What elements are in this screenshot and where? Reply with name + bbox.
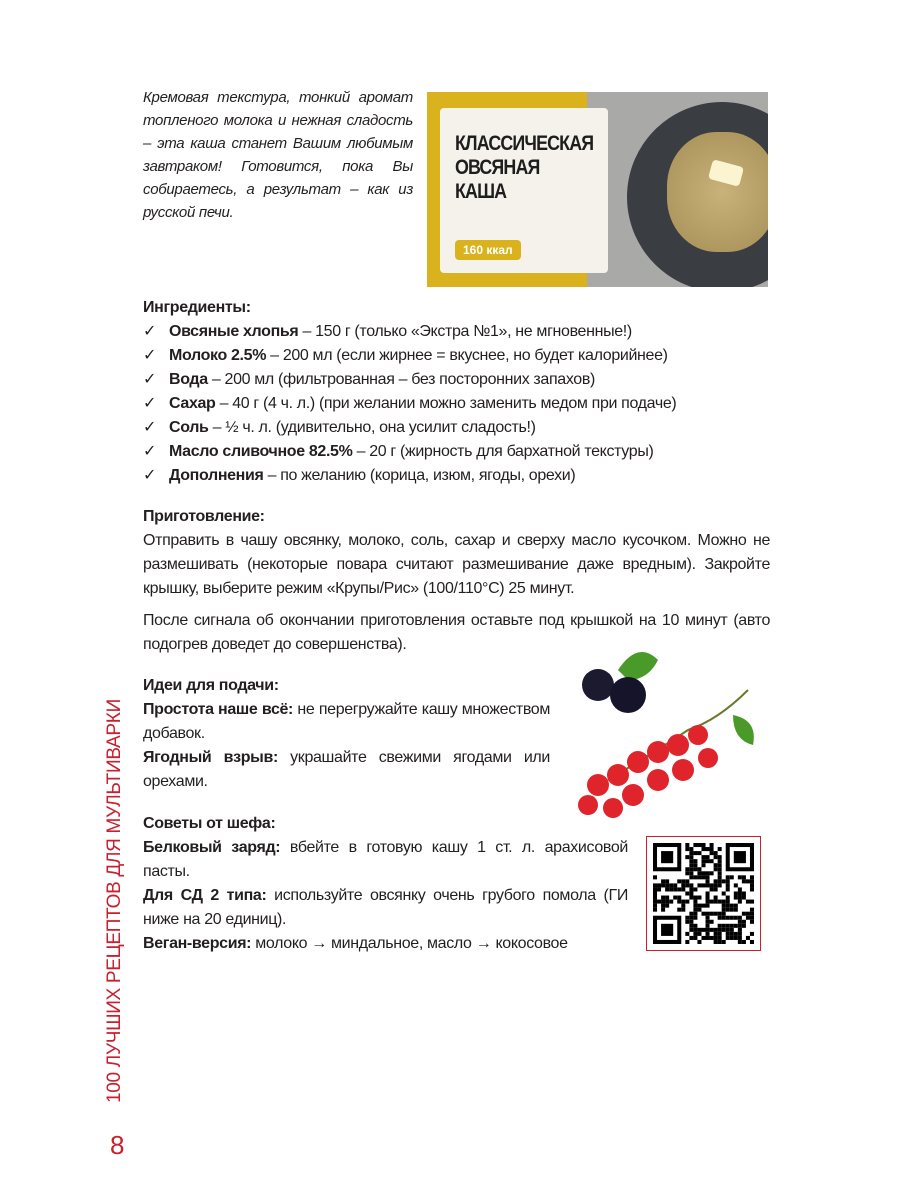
serving-item: Ягодный взрыв: украшайте свежими ягодами или орехами. bbox=[143, 749, 550, 790]
check-icon: ✓ bbox=[143, 347, 157, 364]
ingredients-heading: Ингредиенты: bbox=[143, 299, 251, 316]
banner-title: КЛАССИЧЕСКАЯ ОВСЯНАЯ КАША bbox=[455, 132, 594, 203]
ingredients-section bbox=[143, 296, 770, 488]
check-icon: ✓ bbox=[143, 419, 157, 436]
page-number: 8 bbox=[110, 1130, 125, 1160]
tip-item: Веган-версия: молоко → миндальное, масло → кокосовое bbox=[143, 935, 568, 952]
serving-item: Простота наше всё: не перегружайте кашу множеством добавок. bbox=[143, 701, 550, 742]
serving-section bbox=[143, 674, 550, 794]
tips-section bbox=[143, 812, 628, 956]
berries-image bbox=[568, 640, 768, 820]
tip-item: Для СД 2 типа: используйте овсянку очень грубого помола (ГИ ниже на 20 единиц). bbox=[143, 887, 628, 928]
ingredient-item: ✓ Масло сливочное 82.5% – 20 г (жирность для бархатной текстуры) bbox=[143, 440, 770, 464]
ingredient-item: ✓ Овсяные хлопья – 150 г (только «Экстра №1», не мгновенные!) bbox=[143, 320, 770, 344]
ingredient-item: ✓ Вода – 200 мл (фильтрованная – без посторонних запахов) bbox=[143, 368, 770, 392]
book-title-vertical: 100 ЛУЧШИХ РЕЦЕПТОВ ДЛЯ МУЛЬТИВАРКИ bbox=[104, 699, 125, 1103]
check-icon: ✓ bbox=[143, 467, 157, 484]
preparation-heading: Приготовление: bbox=[143, 508, 265, 525]
porridge-image bbox=[667, 132, 768, 252]
check-icon: ✓ bbox=[143, 323, 157, 340]
ingredient-item: ✓ Молоко 2.5% – 200 мл (если жирнее = вкуснее, но будет калорийнее) bbox=[143, 344, 770, 368]
serving-heading: Идеи для подачи: bbox=[143, 677, 279, 694]
ingredients-list bbox=[143, 320, 770, 488]
recipe-banner-image bbox=[427, 92, 768, 287]
tip-item: Белковый заряд: вбейте в готовую кашу 1 ст. л. арахисовой пасты. bbox=[143, 839, 628, 880]
preparation-section bbox=[143, 505, 770, 657]
qr-code-image bbox=[653, 843, 754, 944]
ingredient-item: ✓ Дополнения – по желанию (корица, изюм, ягоды, орехи) bbox=[143, 464, 770, 488]
qr-code[interactable] bbox=[646, 836, 761, 951]
tips-heading: Советы от шефа: bbox=[143, 815, 276, 832]
check-icon: ✓ bbox=[143, 395, 157, 412]
check-icon: ✓ bbox=[143, 371, 157, 388]
check-icon: ✓ bbox=[143, 443, 157, 460]
ingredient-item: ✓ Сахар – 40 г (4 ч. л.) (при желании можно заменить медом при подаче) bbox=[143, 392, 770, 416]
intro-text: Кремовая текстура, тонкий аромат топленого молока и нежная сладость – эта каша станет Вашим любимым завтраком! Готовится, пока Вы собираетесь, а результат – как из русской печи. bbox=[143, 89, 413, 221]
preparation-paragraph: Отправить в чашу овсянку, молоко, соль, сахар и сверху масло кусочком. Можно не размешивать (некоторые повара считают размешивание даже вредным). Закройте крышку, выберите режим «Крупы/Рис» (100/110°С) 25 минут. bbox=[143, 532, 770, 597]
preparation-paragraph: После сигнала об окончании приготовления оставьте под крышкой на 10 минут (авто подогрев доведет до совершенства). bbox=[143, 612, 770, 653]
kcal-badge: 160 ккал bbox=[455, 240, 521, 260]
ingredient-item: ✓ Соль – ½ ч. л. (удивительно, она усилит сладость!) bbox=[143, 416, 770, 440]
